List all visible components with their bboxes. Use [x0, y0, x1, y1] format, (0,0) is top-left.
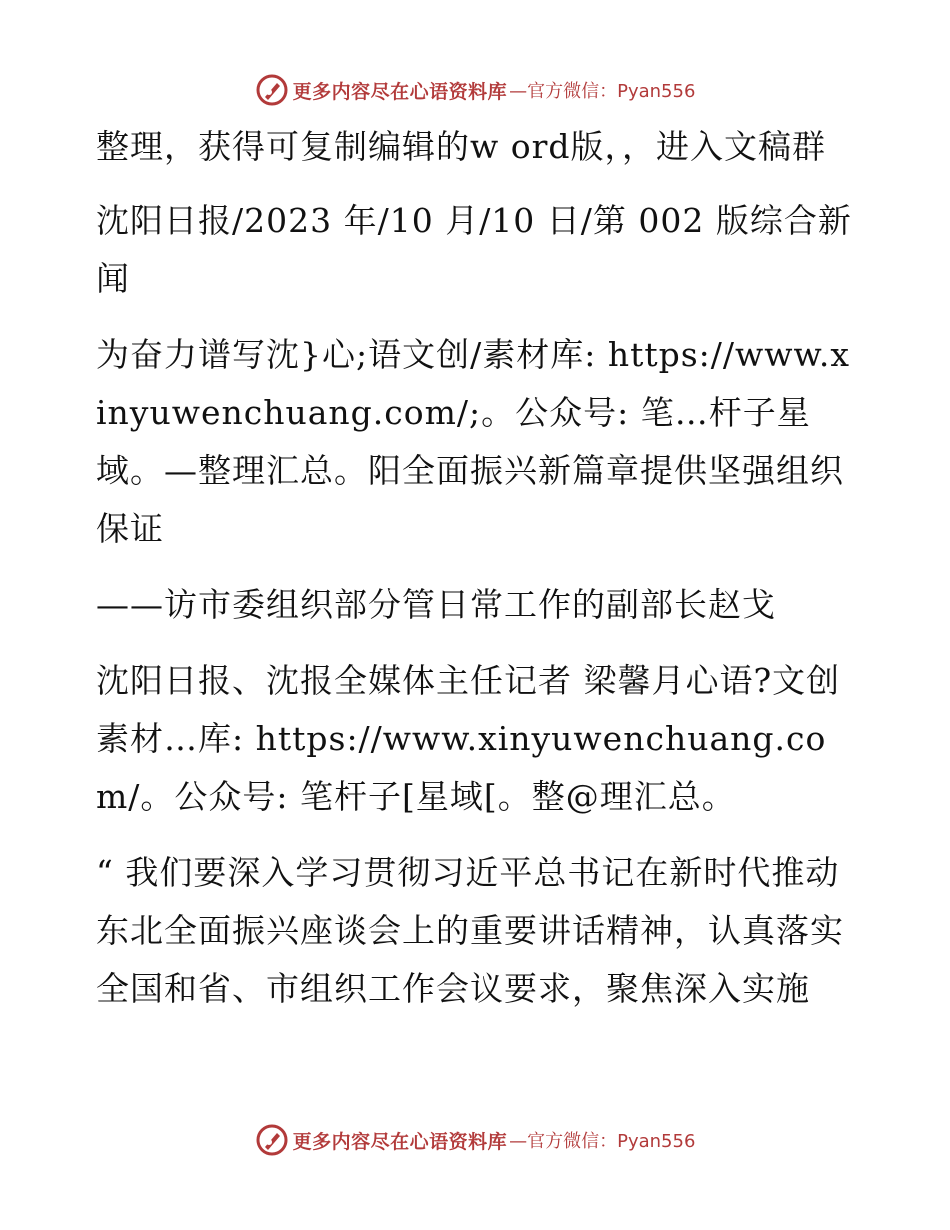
- header-banner-text: 更多内容尽在心语资料库: [292, 80, 508, 103]
- paragraph: 沈阳日报、沈报全媒体主任记者 梁馨月心语?文创素材…库: https://www.xinyuwenchuang.com/。公众号: 笔杆子[星域[。整@理汇总。: [96, 661, 841, 816]
- header-banner-wechat: —官方微信：Pyan556: [509, 81, 696, 102]
- pen-logo-icon: [255, 73, 289, 107]
- paragraph: 为奋力谱写沈}心;语文创/素材库: https://www.xinyuwenchuang.com/;。公众号: 笔…杆子星域。—整理汇总。阳全面振兴新篇章提供坚强组织保证: [96, 335, 850, 548]
- paragraph: 整理，获得可复制编辑的w ord版，，进入文稿群: [96, 127, 827, 166]
- paragraph: “ 我们要深入学习贯彻习近平总书记在新时代推动东北全面振兴座谈会上的重要讲话精神，认真落实全国和省、市组织工作会议要求，聚焦深入实施: [96, 853, 844, 1008]
- footer-banner: [0, 1120, 950, 1160]
- paragraph: 沈阳日报/2023 年/10 月/10 日/第 002 版综合新闻: [96, 201, 852, 298]
- document-body: [96, 118, 856, 1036]
- paragraph: ——访市委组织部分管日常工作的副部长赵戈: [96, 585, 776, 624]
- footer-banner-text: 更多内容尽在心语资料库: [292, 1130, 508, 1153]
- pen-logo-icon: [255, 1123, 289, 1157]
- footer-banner-wechat: —官方微信：Pyan556: [509, 1131, 696, 1152]
- header-banner: [0, 70, 950, 110]
